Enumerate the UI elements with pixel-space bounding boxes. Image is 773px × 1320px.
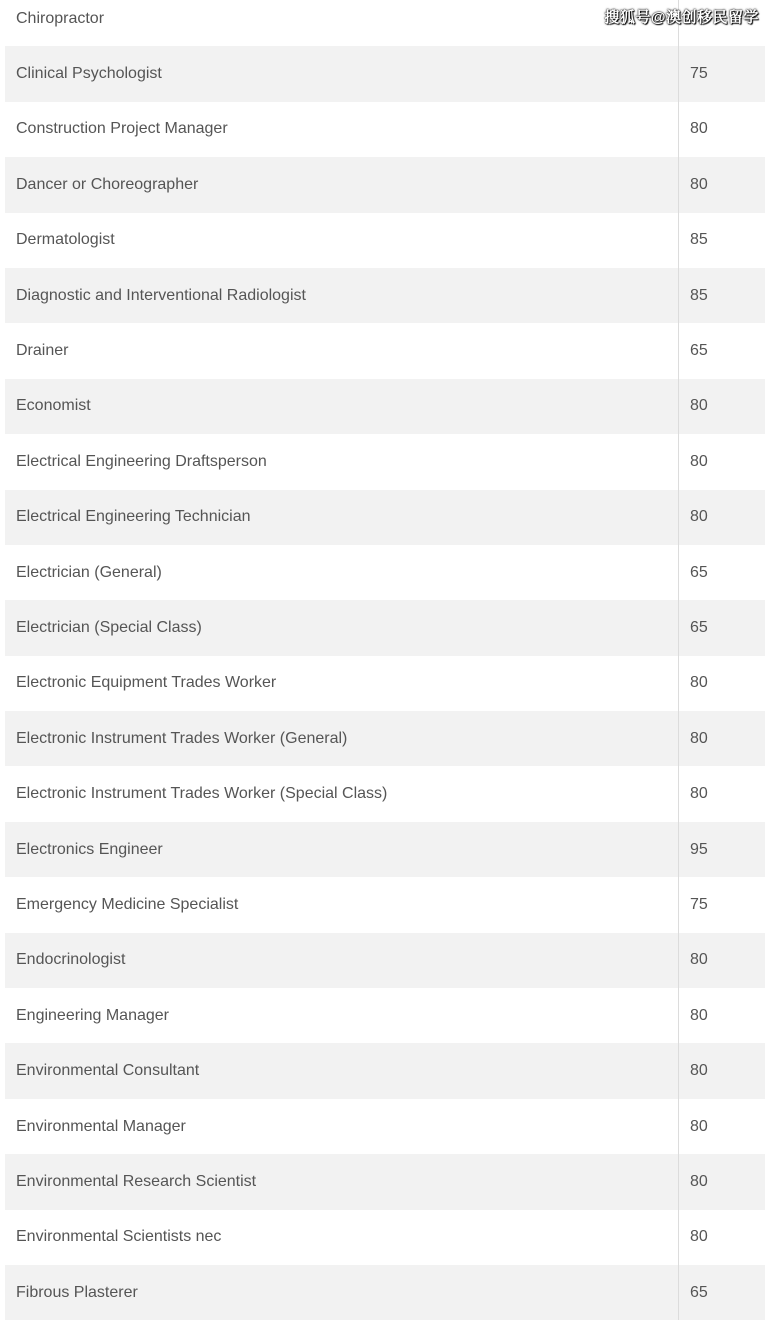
- occupation-score: 80: [690, 1172, 708, 1190]
- occupation-name: Environmental Research Scientist: [16, 1172, 257, 1190]
- table-row: [5, 1043, 765, 1098]
- table-row: [5, 268, 765, 323]
- occupation-name: Fibrous Plasterer: [16, 1283, 138, 1301]
- table-row: [5, 988, 765, 1043]
- table-row: [5, 379, 765, 434]
- occupation-score: 80: [690, 951, 708, 969]
- occupation-score: 80: [690, 1228, 708, 1246]
- occupation-name: Electronic Instrument Trades Worker (Special Class): [16, 785, 388, 803]
- table-row: [5, 545, 765, 600]
- table-row: [5, 323, 765, 378]
- table-row: [5, 1210, 765, 1265]
- occupation-name: Engineering Manager: [16, 1006, 169, 1024]
- occupation-score: 65: [690, 1283, 708, 1301]
- table-row: [5, 711, 765, 766]
- table-row: [5, 933, 765, 988]
- table-row: [5, 490, 765, 545]
- occupation-name: Endocrinologist: [16, 951, 126, 969]
- occupation-name: Emergency Medicine Specialist: [16, 895, 239, 913]
- occupation-score: 80: [690, 1006, 708, 1024]
- occupation-name: Electronic Equipment Trades Worker: [16, 674, 277, 692]
- occupation-score: 85: [690, 231, 708, 249]
- occupation-score: 75: [690, 65, 708, 83]
- occupation-score: 95: [690, 840, 708, 858]
- table-row: [5, 822, 765, 877]
- occupation-score: 80: [690, 508, 708, 526]
- column-divider: [678, 0, 679, 1320]
- occupation-name: Economist: [16, 397, 91, 415]
- occupation-name: Environmental Scientists nec: [16, 1228, 222, 1246]
- occupation-score: 80: [690, 674, 708, 692]
- table-row: [5, 157, 765, 212]
- table-row: [5, 434, 765, 489]
- occupation-name: Diagnostic and Interventional Radiologist: [16, 286, 306, 304]
- occupation-name: Environmental Manager: [16, 1117, 186, 1135]
- occupation-score: 80: [690, 175, 708, 193]
- occupation-score: 75: [690, 895, 708, 913]
- occupation-score: 65: [690, 342, 708, 360]
- occupation-score: 65: [690, 618, 708, 636]
- occupation-score: 80: [690, 1062, 708, 1080]
- occupation-score: 85: [690, 286, 708, 304]
- table-row: [5, 1099, 765, 1154]
- occupation-score: 80: [690, 1117, 708, 1135]
- table-row: [5, 102, 765, 157]
- occupation-score: 80: [690, 729, 708, 747]
- table-row: [5, 46, 765, 101]
- table-row: [5, 1154, 765, 1209]
- table-row: [5, 213, 765, 268]
- occupation-name: Dermatologist: [16, 231, 115, 249]
- occupation-score: 80: [690, 397, 708, 415]
- occupation-name: Clinical Psychologist: [16, 65, 162, 83]
- table-row: [5, 766, 765, 821]
- occupation-score: 80: [690, 452, 708, 470]
- occupation-score: 80: [690, 785, 708, 803]
- occupation-name: Electronic Instrument Trades Worker (General): [16, 729, 348, 747]
- watermark: 搜狐号@澳创移民留学: [604, 9, 759, 26]
- occupation-name: Chiropractor: [16, 9, 105, 27]
- occupation-score: 65: [690, 563, 708, 581]
- occupation-name: Electrician (Special Class): [16, 618, 202, 636]
- occupation-name: Electrical Engineering Draftsperson: [16, 452, 267, 470]
- occupation-name: Electrician (General): [16, 563, 162, 581]
- table-row: [5, 877, 765, 932]
- table-row: [5, 600, 765, 655]
- occupation-name: Dancer or Choreographer: [16, 175, 199, 193]
- occupation-name: Drainer: [16, 342, 69, 360]
- occupation-table: [5, 0, 765, 1320]
- occupation-name: Electrical Engineering Technician: [16, 508, 251, 526]
- occupation-name: Construction Project Manager: [16, 120, 228, 138]
- occupation-name: Environmental Consultant: [16, 1062, 200, 1080]
- table-row: [5, 1265, 765, 1320]
- occupation-name: Electronics Engineer: [16, 840, 163, 858]
- table-row: [5, 656, 765, 711]
- occupation-score: 80: [690, 120, 708, 138]
